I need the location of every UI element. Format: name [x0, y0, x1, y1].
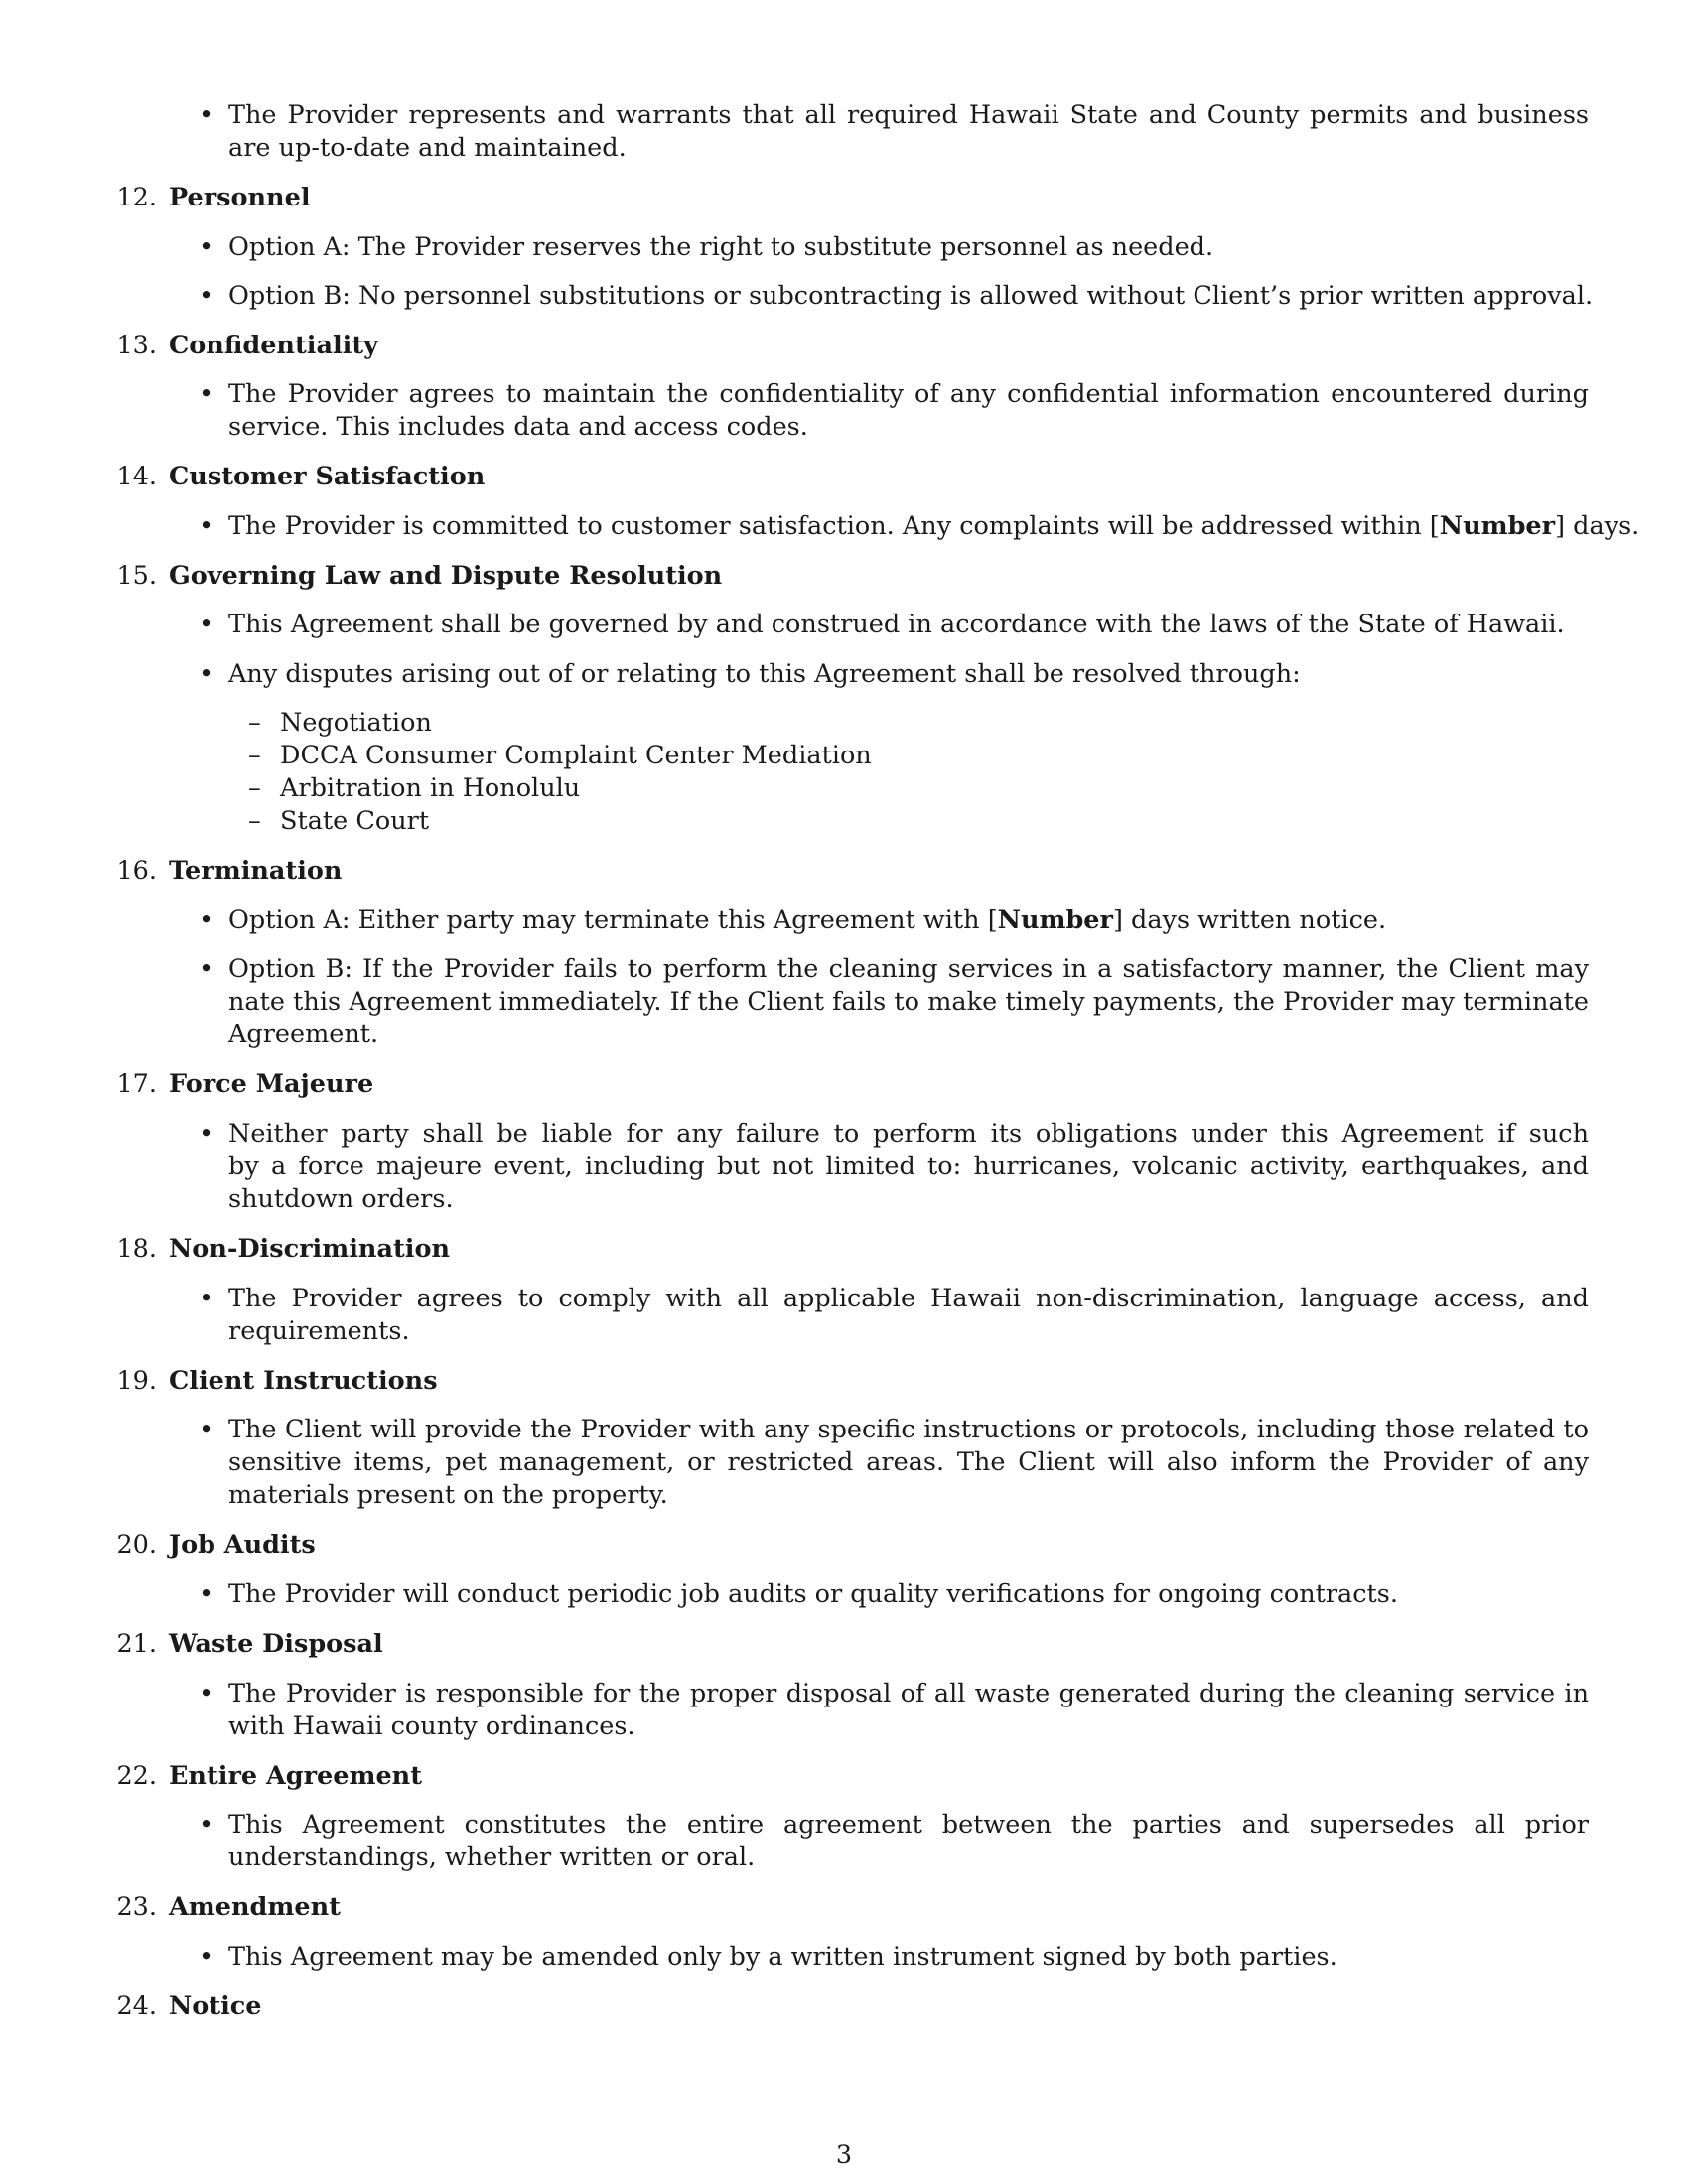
paragraph-text: The Provider will conduct periodic job audits or quality verifications for ongoing contracts.	[228, 1579, 1398, 1609]
section-heading	[0, 855, 1688, 887]
section-number: 16.	[116, 856, 157, 886]
section-heading	[0, 1529, 1688, 1562]
bullet-marker: •	[199, 1810, 214, 1840]
paragraph-text: sensitive items, pet management, or restricted areas. The Client will also inform the Provider of any	[228, 1447, 1589, 1477]
paragraph-text: understandings, whether written or oral.	[228, 1843, 756, 1872]
bullet-item	[0, 1283, 1688, 1315]
bullet-marker: •	[199, 1415, 214, 1444]
paragraph-text: The Provider represents and warrants that all required Hawaii State and County permits and business	[228, 100, 1589, 130]
bullet-item	[0, 1578, 1688, 1611]
paragraph-text: requirements.	[228, 1316, 410, 1346]
bullet-item-continuation	[0, 1446, 1688, 1479]
section-heading	[0, 560, 1688, 593]
dash-marker: –	[248, 708, 261, 738]
bullet-item	[0, 231, 1688, 264]
paragraph-text: by a force majeure event, including but not limited to: hurricanes, volcanic activity, earthquakes, and	[228, 1152, 1589, 1181]
bullet-item-continuation	[0, 132, 1688, 165]
bullet-item	[0, 99, 1688, 132]
section-heading	[0, 182, 1688, 214]
dash-marker: –	[248, 741, 261, 770]
section-heading	[0, 461, 1688, 493]
section-title: Amendment	[169, 1892, 341, 1922]
section-number: 19.	[116, 1366, 157, 1396]
paragraph-text: Option B: No personnel substitutions or subcontracting is allowed without Client’s prior written approval.	[228, 281, 1594, 311]
bullet-marker: •	[199, 511, 214, 541]
bullet-item	[0, 904, 1688, 937]
bullet-marker: •	[199, 1284, 214, 1313]
paragraph-text: Option B: If the Provider fails to perform the cleaning services in a satisfactory manner, the Client may	[228, 954, 1589, 984]
bullet-marker: •	[199, 954, 214, 984]
page-number: 3	[835, 2140, 853, 2170]
bullet-marker: •	[199, 281, 214, 311]
bullet-marker: •	[199, 610, 214, 639]
paragraph-text: with Hawaii county ordinances.	[228, 1711, 635, 1741]
bullet-marker: •	[199, 100, 214, 130]
bullet-marker: •	[199, 379, 214, 409]
bullet-item-continuation	[0, 1315, 1688, 1348]
bullet-item-continuation	[0, 411, 1688, 444]
bullet-item-continuation	[0, 1479, 1688, 1512]
section-title: Termination	[169, 856, 343, 886]
section-heading	[0, 1233, 1688, 1266]
paragraph-text: This Agreement shall be governed by and construed in accordance with the laws of the State of Hawaii.	[228, 610, 1565, 639]
bullet-marker: •	[199, 905, 214, 935]
sub-list-item-text: Negotiation	[280, 708, 432, 738]
text-segment: The Provider is committed to customer satisfaction. Any complaints will be addressed within [	[228, 511, 1440, 541]
bullet-item-continuation	[0, 986, 1688, 1019]
section-heading	[0, 1891, 1688, 1924]
section-heading	[0, 1760, 1688, 1793]
sub-list-item-text: State Court	[280, 806, 430, 836]
paragraph-text: nate this Agreement immediately. If the Client fails to make timely payments, the Provider may terminate	[228, 987, 1589, 1017]
bullet-item-continuation	[0, 1842, 1688, 1874]
sub-list-item	[0, 805, 1688, 838]
bullet-item	[0, 1118, 1688, 1151]
bullet-item	[0, 1941, 1688, 1974]
section-number: 15.	[116, 561, 157, 591]
section-number: 17.	[116, 1069, 157, 1099]
section-title: Governing Law and Dispute Resolution	[169, 561, 723, 591]
sub-list-item-text: Arbitration in Honolulu	[280, 773, 581, 803]
section-title: Waste Disposal	[169, 1629, 383, 1659]
bullet-item	[0, 1678, 1688, 1710]
text-segment: ] days.	[1555, 511, 1640, 541]
section-number: 13.	[116, 331, 157, 360]
sub-list-item	[0, 740, 1688, 772]
section-number: 20.	[116, 1530, 157, 1560]
bullet-item	[0, 1809, 1688, 1842]
dash-marker: –	[248, 773, 261, 803]
section-number: 24.	[116, 1991, 157, 2021]
section-title: Entire Agreement	[169, 1761, 422, 1791]
paragraph-text: materials present on the property.	[228, 1480, 668, 1510]
bullet-item	[0, 658, 1688, 691]
paragraph-text: service. This includes data and access codes.	[228, 412, 808, 442]
section-title: Confidentiality	[169, 331, 378, 360]
placeholder-field: Number	[1439, 511, 1556, 541]
paragraph-text: Neither party shall be liable for any failure to perform its obligations under this Agreement if such	[228, 1119, 1589, 1149]
section-number: 23.	[116, 1892, 157, 1922]
section-title: Client Instructions	[169, 1366, 438, 1396]
bullet-item	[0, 280, 1688, 313]
paragraph-text: Any disputes arising out of or relating to this Agreement shall be resolved through:	[228, 659, 1301, 689]
bullet-item-continuation	[0, 1183, 1688, 1216]
section-number: 21.	[116, 1629, 157, 1659]
text-segment: ] days written notice.	[1112, 905, 1387, 935]
bullet-marker: •	[199, 1119, 214, 1149]
text-segment: Option A: Either party may terminate this Agreement with [	[228, 905, 998, 935]
section-heading	[0, 330, 1688, 362]
bullet-marker: •	[199, 1579, 214, 1609]
bullet-marker: •	[199, 659, 214, 689]
section-heading	[0, 1628, 1688, 1661]
bullet-item	[0, 378, 1688, 411]
paragraph-text: Agreement.	[228, 1020, 379, 1049]
paragraph-text: The Client will provide the Provider with any specific instructions or protocols, including those related to	[228, 1415, 1589, 1444]
placeholder-field: Number	[997, 905, 1113, 935]
paragraph-text: shutdown orders.	[228, 1184, 454, 1214]
section-title: Notice	[169, 1991, 262, 2021]
paragraph-text: Option A: The Provider reserves the right to substitute personnel as needed.	[228, 232, 1214, 262]
section-heading	[0, 1990, 1688, 2023]
section-title: Non-Discrimination	[169, 1234, 450, 1264]
paragraph-text: This Agreement constitutes the entire agreement between the parties and supersedes all prior	[228, 1810, 1589, 1840]
paragraph-text: are up-to-date and maintained.	[228, 133, 627, 163]
bullet-item	[0, 953, 1688, 986]
sub-list-item	[0, 707, 1688, 740]
sub-list-item-text: DCCA Consumer Complaint Center Mediation	[280, 741, 872, 770]
bullet-item-continuation	[0, 1151, 1688, 1183]
section-heading	[0, 1068, 1688, 1101]
section-heading	[0, 1365, 1688, 1398]
paragraph-text	[228, 904, 1386, 937]
dash-marker: –	[248, 806, 261, 836]
section-number: 12.	[116, 183, 157, 212]
bullet-item	[0, 1414, 1688, 1446]
section-title: Personnel	[169, 183, 311, 212]
section-title: Job Audits	[169, 1530, 316, 1560]
bullet-marker: •	[199, 1942, 214, 1972]
bullet-item-continuation	[0, 1019, 1688, 1051]
paragraph-text: The Provider agrees to comply with all applicable Hawaii non-discrimination, language access, and	[228, 1284, 1589, 1313]
section-title: Customer Satisfaction	[169, 462, 486, 491]
bullet-item-continuation	[0, 1710, 1688, 1743]
bullet-marker: •	[199, 1679, 214, 1708]
bullet-item	[0, 609, 1688, 641]
sub-list-item	[0, 772, 1688, 805]
section-number: 22.	[116, 1761, 157, 1791]
section-title: Force Majeure	[169, 1069, 374, 1099]
paragraph-text: The Provider is responsible for the proper disposal of all waste generated during the cleaning service in	[228, 1679, 1589, 1708]
bullet-item	[0, 510, 1688, 543]
paragraph-text: This Agreement may be amended only by a written instrument signed by both parties.	[228, 1942, 1337, 1972]
section-number: 18.	[116, 1234, 157, 1264]
section-number: 14.	[116, 462, 157, 491]
paragraph-text: The Provider agrees to maintain the confidentiality of any confidential information encountered during	[228, 379, 1589, 409]
bullet-marker: •	[199, 232, 214, 262]
paragraph-text	[228, 510, 1639, 543]
